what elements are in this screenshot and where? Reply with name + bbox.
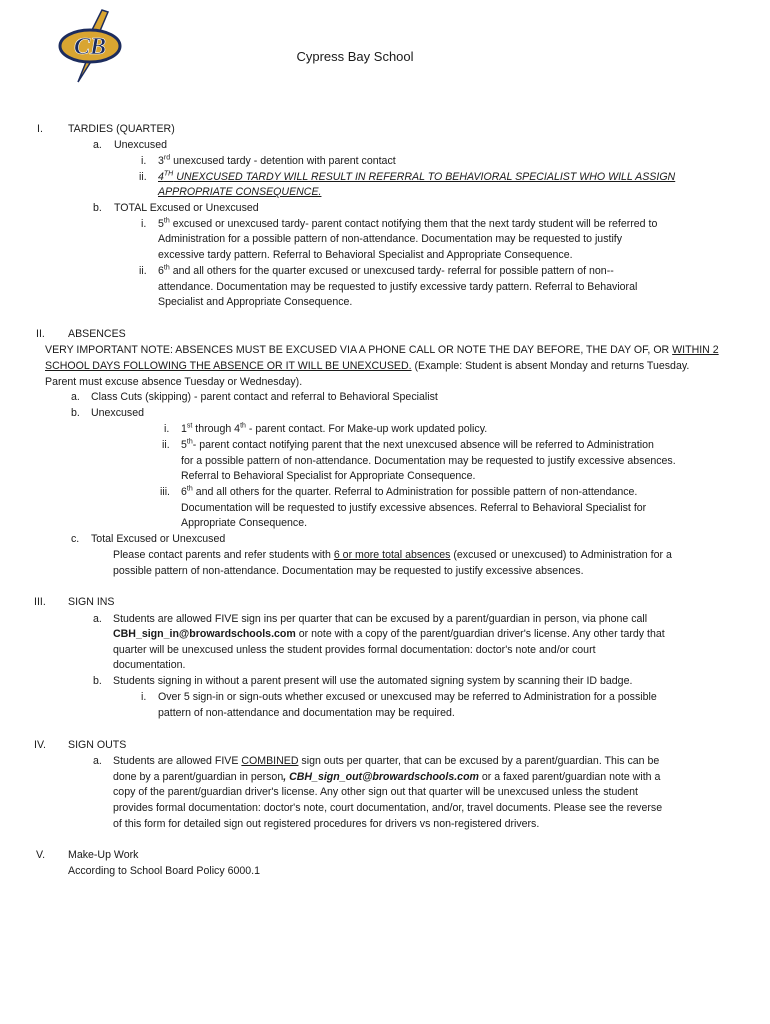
sign-out-rule-l4: provides formal documentation: doctor's note, court documentation, and/or, travel documents. Please see the reverse	[113, 802, 663, 814]
sign-in-email: CBH_sign_in@browardschools.com	[113, 628, 296, 640]
section-heading-sign-outs: SIGN OUTS	[68, 739, 127, 751]
absence-rule-6th-l3: Appropriate Consequence.	[181, 517, 308, 529]
sign-in-over-5-l2: pattern of non-attendance and documentation may be required.	[158, 707, 455, 719]
absence-rule-1-4: 1st through 4th - parent contact. For Make-up work updated policy.	[181, 422, 488, 435]
makeup-policy: According to School Board Policy 6000.1	[68, 865, 260, 877]
subheading-total: TOTAL Excused or Unexcused	[114, 202, 259, 214]
item-roman: ii.	[139, 265, 147, 277]
subheading-unexcused: Unexcused	[114, 139, 167, 151]
section-number: II.	[36, 328, 45, 340]
item-roman: ii.	[162, 439, 170, 451]
school-logo	[56, 8, 126, 84]
item-roman: i.	[141, 218, 147, 230]
subheading-total: Total Excused or Unexcused	[91, 533, 226, 545]
tardy-rule-6th-l2: attendance. Documentation may be requested to justify excessive tardy pattern. Referral to Behavioral	[158, 281, 638, 293]
item-letter: a.	[93, 139, 102, 151]
sign-in-rule-l2: CBH_sign_in@browardschools.com or note with a copy of the parent/guardian driver's license. Any other tardy that	[113, 628, 665, 640]
section-heading-sign-ins: SIGN INS	[68, 596, 115, 608]
item-letter: a.	[93, 613, 102, 625]
sign-in-over-5-l1: Over 5 sign-in or sign-outs whether excused or unexcused may be referred to Administration for a possible	[158, 691, 657, 703]
sign-out-rule-l2: done by a parent/guardian in person, CBH_sign_out@browardschools.com or a faxed parent/guardian note with a	[113, 771, 661, 783]
class-cuts-rule: Class Cuts (skipping) - parent contact and referral to Behavioral Specialist	[91, 391, 438, 403]
subheading-unexcused: Unexcused	[91, 407, 144, 419]
item-roman: iii.	[160, 486, 171, 498]
section-heading-makeup: Make-Up Work	[68, 849, 139, 861]
sign-out-rule-l1: Students are allowed FIVE COMBINED sign outs per quarter, that can be excused by a parent/guardian. This can be	[113, 755, 660, 767]
tardy-rule-4th: 4TH UNEXCUSED TARDY WILL RESULT IN REFERRAL TO BEHAVIORAL SPECIALIST WHO WILL ASSIGN	[158, 170, 676, 183]
absence-note-l3: Parent must excuse absence Tuesday or Wednesday).	[45, 376, 303, 388]
svg-text:CB: CB	[73, 34, 107, 60]
item-letter: b.	[93, 675, 102, 687]
sign-in-badge-rule: Students signing in without a parent present will use the automated signing system by scanning their ID badge.	[113, 675, 633, 687]
item-roman: ii.	[139, 171, 147, 183]
total-absence-rule-l1: Please contact parents and refer students with 6 or more total absences (excused or unexcused) to Administration for a	[113, 549, 672, 561]
tardy-rule-3rd: 3rd unexcused tardy - detention with parent contact	[158, 154, 396, 167]
tardy-rule-5th-l2: Administration for a possible pattern of non-attendance. Documentation may be requested to justify	[158, 233, 623, 245]
item-letter: a.	[93, 755, 102, 767]
tardy-rule-5th: 5th excused or unexcused tardy- parent contact notifying them that the next tardy student will be referred to	[158, 217, 658, 230]
sign-out-email: , CBH_sign_out@browardschools.com	[283, 771, 479, 783]
tardy-rule-6th: 6th and all others for the quarter excused or unexcused tardy- referral for possible pattern of non--	[158, 264, 614, 277]
school-name: Cypress Bay School	[296, 49, 414, 64]
tardy-rule-4th-cont: APPROPRIATE CONSEQUENCE.	[158, 186, 322, 198]
section-heading-absences: ABSENCES	[68, 328, 126, 340]
section-number: III.	[34, 596, 46, 608]
item-roman: i.	[141, 691, 147, 703]
item-roman: i.	[164, 423, 170, 435]
item-letter: a.	[71, 391, 80, 403]
section-number: IV.	[34, 739, 46, 751]
tardy-rule-5th-l3: excessive tardy pattern. Referral to Behavioral Specialist and Appropriate Consequence.	[158, 249, 573, 261]
sign-out-rule-l5: of this form for detailed sign out registered procedures for drivers vs non-registered drivers.	[113, 818, 540, 830]
lightning-logo-icon	[56, 8, 126, 84]
sign-in-rule-l3: quarter will be unexcused unless the student provides formal documentation: doctor's note and/or court	[113, 644, 596, 656]
section-number: I.	[37, 123, 43, 135]
absence-rule-6th: 6th and all others for the quarter. Referral to Administration for possible pattern of non-attendance.	[181, 485, 638, 498]
total-absence-rule-l2: possible pattern of non-attendance. Documentation may be requested to justify excessive absences.	[113, 565, 584, 577]
absence-rule-6th-l2: Documentation will be requested to justify excessive absences. Referral to Behavioral Specialist for	[181, 502, 647, 514]
sign-in-rule-l4: documentation.	[113, 659, 186, 671]
item-letter: c.	[71, 533, 80, 545]
section-heading-tardies: TARDIES (QUARTER)	[68, 123, 175, 135]
sign-out-rule-l3: copy of the parent/guardian driver's license. Any other sign out that quarter will be unexcused unless the student	[113, 786, 638, 798]
absence-rule-5th-l3: Referral to Behavioral Specialist for Appropriate Consequence.	[181, 470, 476, 482]
absence-rule-5th-l2: for a possible pattern of non-attendance. Documentation may be requested to justify excessive absences.	[181, 455, 676, 467]
absence-rule-5th: 5th- parent contact notifying parent that the next unexcused absence will be referred to Administration	[181, 438, 654, 451]
section-number: V.	[36, 849, 46, 861]
tardy-rule-6th-l3: Specialist and Appropriate Consequence.	[158, 296, 353, 308]
absence-note-l2: SCHOOL DAYS FOLLOWING THE ABSENCE OR IT WILL BE UNEXCUSED. (Example: Student is absent Monday and returns Tuesday.	[45, 360, 690, 372]
item-roman: i.	[141, 155, 147, 167]
item-letter: b.	[93, 202, 102, 214]
sign-in-rule-l1: Students are allowed FIVE sign ins per quarter that can be excused by a parent/guardian in person, via phone call	[113, 613, 648, 625]
item-letter: b.	[71, 407, 80, 419]
absence-note-l1: VERY IMPORTANT NOTE: ABSENCES MUST BE EXCUSED VIA A PHONE CALL OR NOTE THE DAY BEFORE, THE DAY OF, OR WITHIN 2	[45, 344, 719, 356]
